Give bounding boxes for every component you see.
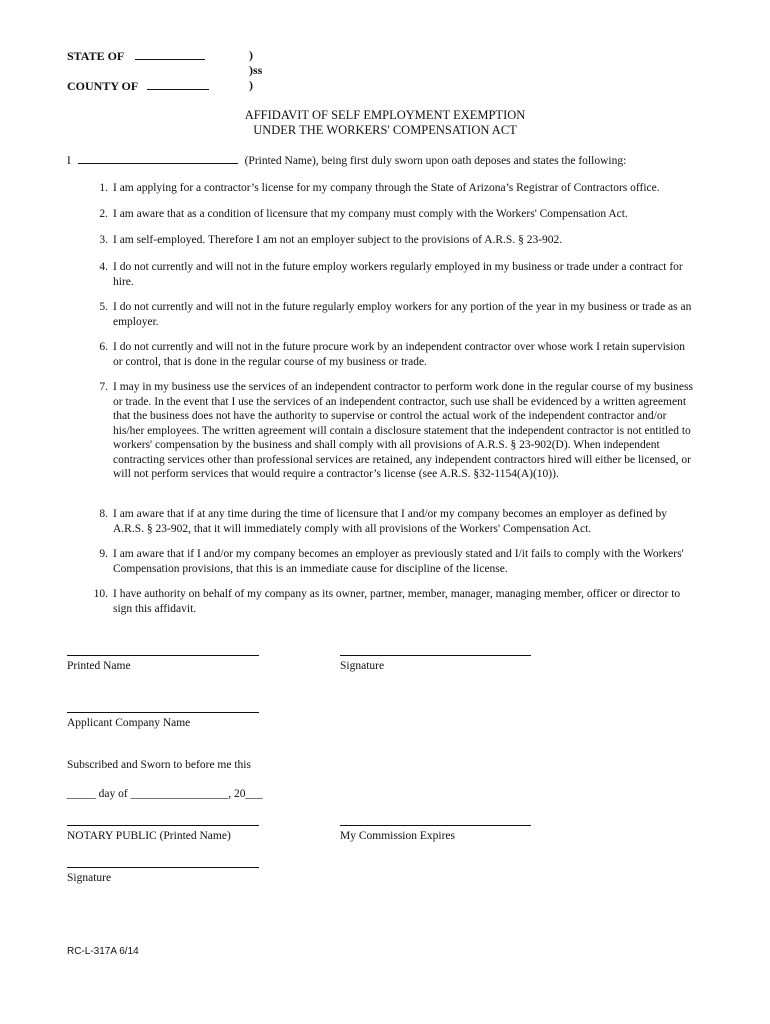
venue-paren-ss: )ss (249, 63, 263, 77)
item-number: 7. (99, 381, 108, 393)
county-of-label: COUNTY OF (67, 79, 138, 93)
item-text: I do not currently and will not in the future regularly employ workers for any portion of the year in my business or trade as an employer. (113, 301, 692, 328)
item-text: I do not currently and will not in the future procure work by an independent contractor over whose work I retain supervision or control, that is done in the regular course of my business or trade. (113, 341, 685, 368)
document-title-line-1: AFFIDAVIT OF SELF EMPLOYMENT EXEMPTION (244, 108, 526, 122)
item-text: I am applying for a contractor’s license for my company through the State of Arizona’s Registrar of Contractors office. (113, 182, 660, 194)
document-title-line-2: UNDER THE WORKERS' COMPENSATION ACT (253, 123, 517, 137)
notary-signature-line[interactable] (67, 867, 259, 868)
notary-printed-name-line[interactable] (67, 825, 259, 826)
applicant-company-name-label: Applicant Company Name (67, 717, 191, 729)
printed-name-blank[interactable] (78, 152, 238, 164)
item-text: I may in my business use the services of an independent contractor to perform work done in the regular course of my business or trade. In the event that I use the services of an independent contractor, such use shall be evidenced by a written agreement that the business does not have the authority to supervise or control the actual work of the independent contractor and/or his/her employees. The written agreement will contain a disclosure statement that the independent contractor is not entitled to workers' compensation by the business and shall comply with all provisions of A.R.S. § 23-902(D). When independent contracting services other than professional services are retained, any independent contractors hired will either be licensed, or will not perform services that would require a contractor’s license (see A.R.S. §32-1154(A)(10)). (113, 381, 693, 480)
item-number: 4. (99, 261, 108, 273)
item-number: 1. (99, 182, 108, 194)
form-code: RC-L-317A 6/14 (67, 946, 139, 957)
item-number: 6. (99, 341, 108, 353)
venue-paren-3: ) (249, 78, 253, 92)
notary-printed-name-label: NOTARY PUBLIC (Printed Name) (67, 830, 231, 842)
item-text: I have authority on behalf of my company as its owner, partner, member, manager, managing member, officer or director to sign this affidavit. (113, 588, 681, 615)
item-text: I am self-employed. Therefore I am not an employer subject to the provisions of A.R.S. § 23-902. (113, 234, 563, 246)
venue-paren-1: ) (249, 48, 253, 62)
state-of-row (67, 48, 205, 64)
intro-prefix: I (67, 155, 71, 167)
item-number: 3. (99, 234, 108, 246)
county-of-row (67, 78, 209, 94)
county-of-blank[interactable] (147, 78, 209, 90)
signature-line[interactable] (340, 655, 531, 656)
item-number: 2. (99, 208, 108, 220)
subscribed-sworn-text: Subscribed and Sworn to before me this (67, 759, 251, 771)
item-text: I am aware that if at any time during the time of licensure that I and/or my company becomes an employer as defined by A.R.S. § 23-902, that it will immediately comply with all provisions of the Workers' Compensation Act. (113, 508, 668, 535)
item-number: 8. (99, 508, 108, 520)
item-number: 9. (99, 548, 108, 560)
state-of-blank[interactable] (135, 48, 205, 60)
commission-expires-line[interactable] (340, 825, 531, 826)
item-number: 10. (93, 588, 108, 600)
intro-statement (67, 152, 626, 169)
item-text: I am aware that as a condition of licensure that my company must comply with the Workers' Compensation Act. (113, 208, 628, 220)
signature-label: Signature (340, 660, 385, 672)
commission-expires-label: My Commission Expires (340, 830, 456, 842)
printed-name-line[interactable] (67, 655, 259, 656)
day-of-year-line[interactable]: _____ day of _________________, 20___ (67, 788, 263, 800)
item-text: I do not currently and will not in the future employ workers regularly employed in my business or trade under a contract for hire. (113, 261, 683, 288)
notary-signature-label: Signature (67, 872, 112, 884)
state-of-label: STATE OF (67, 49, 124, 63)
applicant-company-name-line[interactable] (67, 712, 259, 713)
item-number: 5. (99, 301, 108, 313)
intro-suffix: (Printed Name), being first duly sworn upon oath deposes and states the following: (244, 155, 627, 167)
printed-name-label: Printed Name (67, 660, 131, 672)
item-text: I am aware that if I and/or my company becomes an employer as previously stated and I/it fails to comply with the Workers' Compensation provisions, that this is an immediate cause for discipline of the license. (113, 548, 684, 575)
